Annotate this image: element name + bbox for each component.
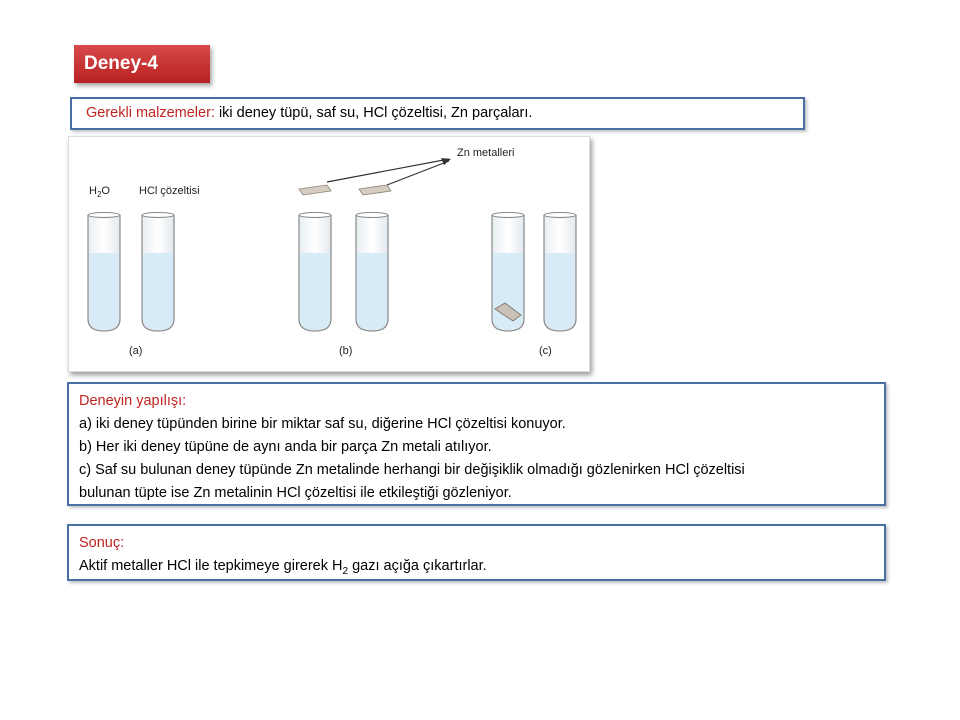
slide-title: Deney-4: [74, 45, 210, 83]
label-zn-metals: Zn metalleri: [457, 147, 515, 159]
caption-a: (a): [129, 345, 143, 357]
arrow-line-1: [327, 159, 449, 182]
result-box: [67, 524, 886, 581]
caption-c: (c): [539, 345, 552, 357]
caption-b: (b): [339, 345, 353, 357]
tube-c-water: [492, 213, 524, 332]
test-tubes-illustration: [69, 137, 591, 373]
tube-a-hcl: [142, 213, 174, 332]
materials-box: [70, 97, 805, 130]
tube-b-2: [356, 213, 388, 332]
tube-c-hcl: [544, 213, 576, 332]
materials-text: iki deney tüpü, saf su, HCl çözeltisi, Zn parçaları.: [214, 105, 533, 121]
tube-b-1: [299, 213, 331, 332]
result-text: Aktif metaller HCl ile tepkimeye girerek $H_2$ gazı açığa çıkartırlar.: [79, 558, 487, 577]
label-hcl: HCl çözeltisi: [139, 185, 200, 197]
materials-label: Gerekli malzemeler:: [86, 105, 215, 121]
procedure-box: [67, 382, 886, 506]
zn-piece-2: [359, 185, 391, 195]
zn-piece-1: [299, 185, 331, 195]
test-tubes-figure: [68, 136, 590, 372]
procedure-heading: Deneyin yapılışı:: [79, 393, 187, 409]
result-heading: Sonuç:: [79, 535, 125, 551]
procedure-step: c) Saf su bulunan deney tüpünde Zn metalinde herhangi bir değişiklik olmadığı gözlenirken HCl çözeltisi: [79, 462, 745, 478]
label-h2o: $H_2O$: [89, 185, 110, 200]
procedure-step: b) Her iki deney tüpüne de aynı anda bir parça Zn metali atılıyor.: [79, 439, 492, 455]
procedure-step: a) iki deney tüpünden birine bir miktar saf su, diğerine HCl çözeltisi konuyor.: [79, 416, 566, 432]
procedure-step: bulunan tüpte ise Zn metalinin HCl çözeltisi ile etkileştiği gözleniyor.: [79, 485, 512, 501]
tube-a-water: [88, 213, 120, 332]
